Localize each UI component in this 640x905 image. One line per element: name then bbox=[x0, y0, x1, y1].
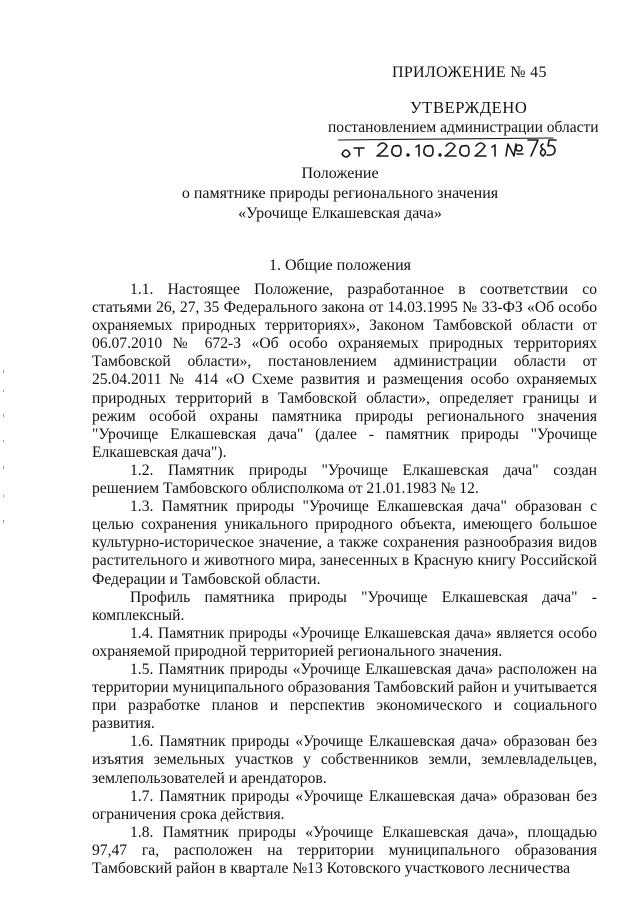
paragraph-1-8: 1.8. Памятник природы «Урочище Елкашевская дача», площадью 97,47 га, расположен на территории муниципального образования Тамбовский район в квартале №13 Котовского участкового лесничества bbox=[92, 823, 597, 877]
section-heading: 1. Общие положения bbox=[268, 257, 412, 274]
document-title bbox=[140, 164, 540, 224]
paragraph-1-1: 1.1. Настоящее Положение, разработанное в соответствии со статьями 26, 27, 35 Федерального закона от 14.03.1995 № 33-ФЗ «Об особо охраняемых природных территориях», Законом Тамбовской области от 06.07.2010 № 672-З «Об особо охраняемых природных территориях Тамбовской области», постановлением администрации области от 25.04.2011 № 414 «О Схеме развития и размещения особо охраняемых природных территорий в Тамбовской области», определяет границы и режим особой охраны памятника природы регионального значения "Урочище Елкашевская дача" (далее - памятник природы "Урочище Елкашевская дача"). bbox=[92, 281, 597, 461]
paragraph-profile: Профиль памятника природы "Урочище Елкашевская дача" - комплексный. bbox=[92, 588, 597, 624]
handwritten-date-signature bbox=[338, 130, 558, 162]
paragraph-1-4: 1.4. Памятник природы «Урочище Елкашевская дача» является особо охраняемой природной территорией регионального значения. bbox=[92, 624, 597, 660]
paragraph-1-6: 1.6. Памятник природы «Урочище Елкашевская дача» образован без изъятия земельных участков у собственников земли, землевладельцев, землепользователей и арендаторов. bbox=[92, 733, 597, 787]
approved-stamp-text: УТВЕРЖДЕНО bbox=[410, 98, 528, 117]
scan-margin-marks bbox=[2, 370, 5, 530]
paragraph-1-3: 1.3. Памятник природы "Урочище Елкашевская дача" образован с целью сохранения уникального природного объекта, имеющего большое культурно-историческое значение, а также сохранения разнообразия видов растительного и животного мира, занесенных в Красную книгу Российской Федерации и Тамбовской области. bbox=[92, 498, 597, 588]
paragraph-1-7: 1.7. Памятник природы «Урочище Елкашевская дача» образован без ограничения срока действия. bbox=[92, 787, 597, 823]
paragraph-1-2: 1.2. Памятник природы "Урочище Елкашевская дача" создан решением Тамбовского облисполкома от 21.01.1983 № 12. bbox=[92, 461, 597, 498]
title-line-3: «Урочище Елкашевская дача» bbox=[238, 205, 442, 222]
title-line-2: о памятнике природы регионального значения bbox=[181, 185, 499, 202]
paragraph-1-5: 1.5. Памятник природы «Урочище Елкашевская дача» расположен на территории муниципального образования Тамбовский район и учитывается при разработке планов и перспектив экономического и социального развития. bbox=[92, 660, 597, 733]
title-line-1: Положение bbox=[301, 165, 379, 182]
appendix-number: ПРИЛОЖЕНИЕ № 45 bbox=[392, 64, 547, 81]
resolution-line: постановлением администрации области bbox=[328, 119, 599, 136]
handwritten-date-drawing bbox=[338, 130, 558, 162]
document-body bbox=[92, 281, 597, 878]
